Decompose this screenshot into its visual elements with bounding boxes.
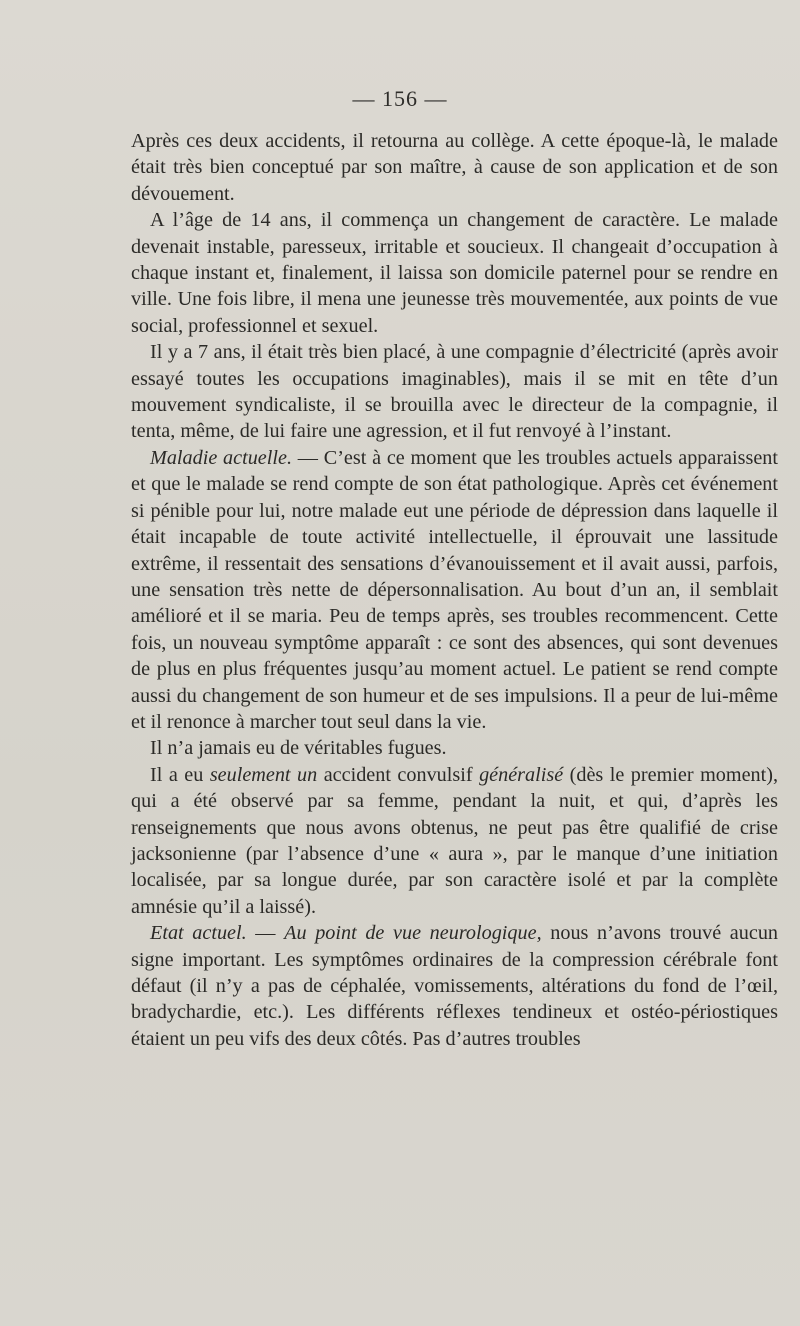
paragraph-6: [131, 762, 778, 920]
paragraph-6-part-a: Il a eu: [150, 763, 210, 786]
paragraph-6-part-c: (dès le premier moment), qui a été observé par sa femme, pendant la nuit, et qui, d’après les renseignements que nous avons obtenus, ne peut pas être qualifié de crise jacksonienne (par l’absence d’une « aura », par le manque d’une initiation localisée, par sa longue durée, par son caractère isolé et par la complète amnésie qu’il a laissé).: [131, 763, 778, 918]
paragraph-6-part-b: accident convulsif: [317, 763, 480, 786]
paragraph-7: [131, 920, 778, 1052]
section-heading-etat-actuel: Etat actuel.: [150, 922, 247, 945]
paragraph-1: Après ces deux accidents, il retourna au collège. A cette époque-là, le malade était très bien conceptué par son maître, à cause de son application et de son dévouement.: [131, 130, 778, 205]
paragraph-4-body: — C’est à ce moment que les troubles actuels apparaissent et que le malade se rend compte de son état pathologique. Après cet événement si pénible pour lui, notre malade eut une période de dépression dans laquelle il était incapable de toute activité intellectuelle, il éprouvait une lassitude extrême, il ressentait des sensations d’évanouissement et il avait aussi, parfois, une sensation très nette de dépersonnalisation. Au bout d’un an, il semblait amélioré et il se maria. Peu de temps après, ses troubles recommencent. Cette fois, un nouveau symptôme apparaît : ce sont des absences, qui sont devenues de plus en plus fréquentes jusqu’au moment actuel. Le patient se rend compte aussi du changement de son humeur et de ses impulsions. Il a peur de lui-même et il renonce à marcher tout seul dans la vie.: [131, 446, 779, 733]
paragraph-4: [131, 445, 778, 735]
paragraph-5: Il n’a jamais eu de véritables fugues.: [150, 737, 447, 760]
paragraph-2: A l’âge de 14 ans, il commença un changement de caractère. Le malade devenait instable, paresseux, irritable et soucieux. Il changeait d’occupation à chaque instant et, finalement, il laissa son domicile paternel pour se rendre en ville. Une fois libre, il mena une jeunesse très mouvementée, aux points de vue social, professionnel et sexuel.: [131, 209, 778, 337]
paragraph-7-body: nous n’avons trouvé aucun signe important. Les symptômes ordinaires de la compression cérébrale font défaut (il n’y a pas de céphalée, vomissements, altérations du fond de l’œil, bradychardie, etc.). Les différents réflexes tendineux et ostéo-périostiques étaient un peu vifs des deux côtés. Pas d’autres troubles: [131, 922, 779, 1050]
paragraph-7-italic: Au point de vue neurologique,: [284, 922, 542, 945]
paragraph-6-italic-1: seulement un: [209, 763, 318, 786]
paragraph-3: Il y a 7 ans, il était très bien placé, à une compagnie d’électricité (après avoir essayé toutes les occupations imaginables), mais il se mit en tête d’un mouvement syndicaliste, il se brouilla avec le directeur de la compagnie, il tenta, même, de lui faire une agression, et il fut renvoyé à l’instant.: [131, 341, 778, 443]
paragraph-6-italic-2: généralisé: [479, 763, 564, 786]
page-number: — 156 —: [352, 86, 448, 111]
body-text: [131, 128, 778, 1052]
section-heading-maladie-actuelle: Maladie actuelle.: [150, 446, 292, 469]
paragraph-7-dash: —: [246, 922, 285, 945]
